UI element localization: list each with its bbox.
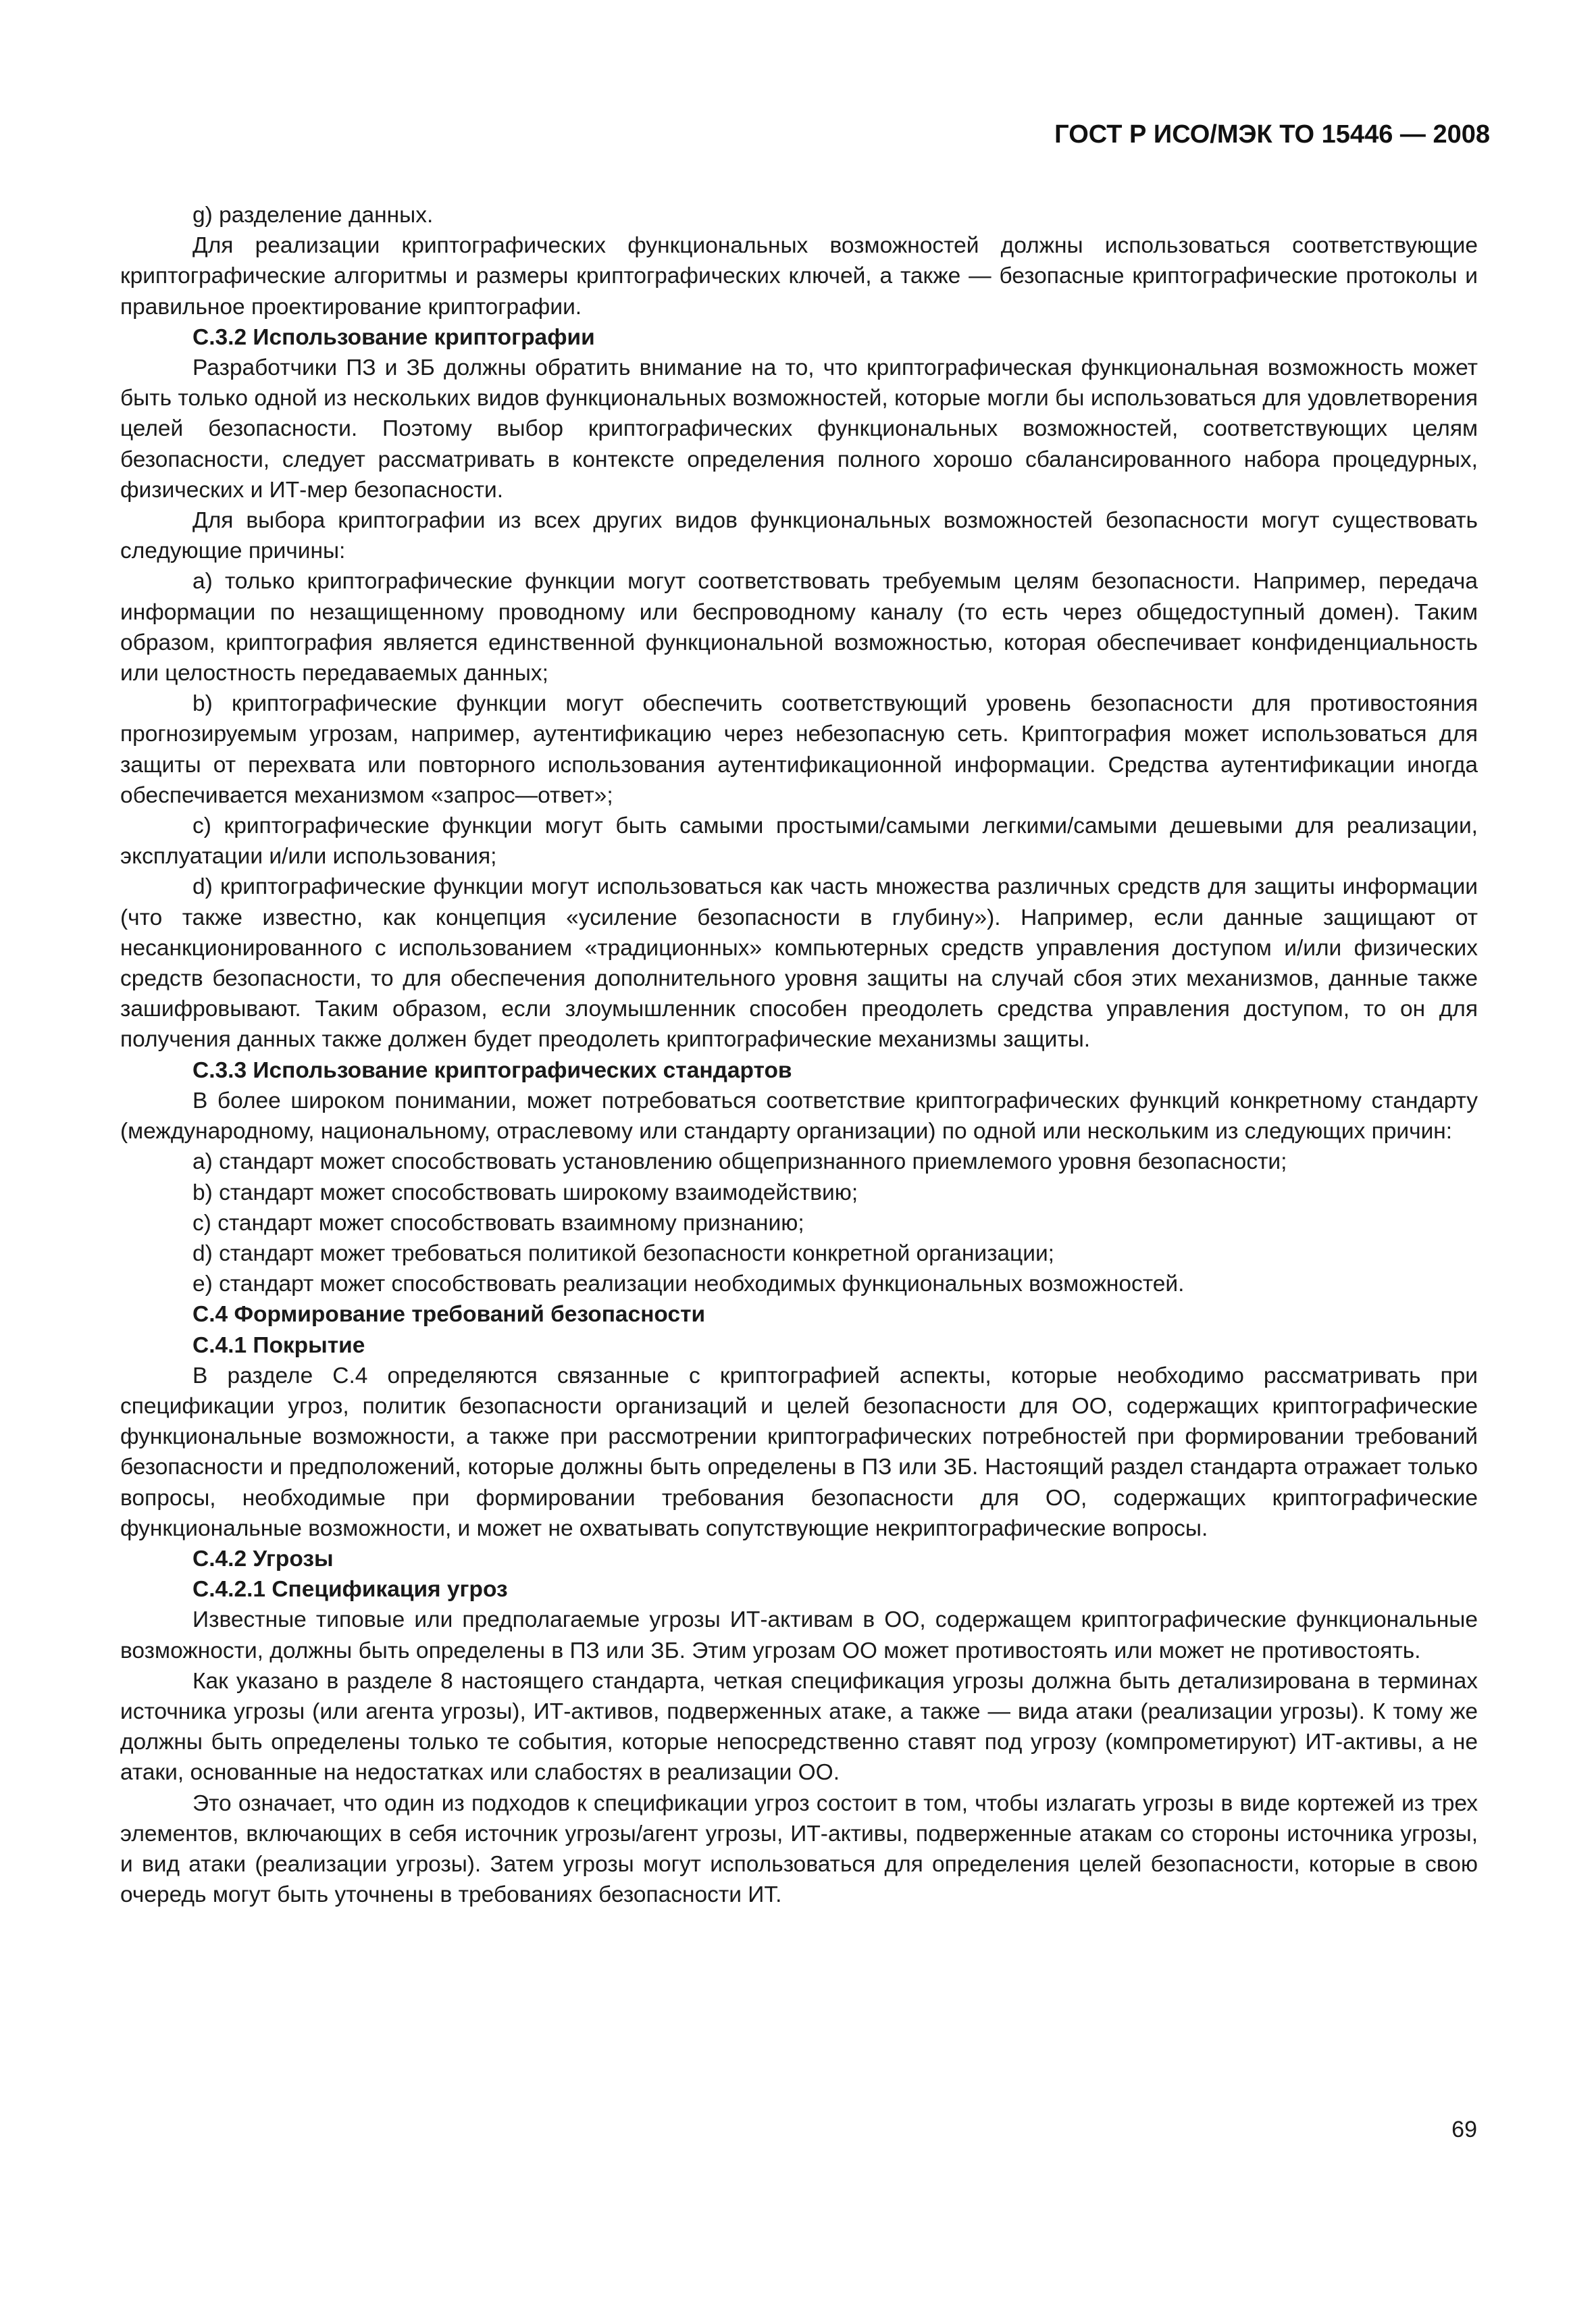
standards-list-item-e: e) стандарт может способствовать реализации необходимых функциональных возможностей.	[192, 1272, 1185, 1297]
section-heading-c32: С.3.2 Использование криптографии	[192, 324, 595, 350]
standards-list-item-b: b) стандарт может способствовать широкому взаимодействию;	[192, 1180, 858, 1205]
section-heading-c4: С.4 Формирование требований безопасности	[192, 1302, 706, 1328]
list-item-d: d) криптографические функции могут использоваться как часть множества различных средств для защиты информации (что также известно, как концепция «усиление безопасности в глубину»). Например, если данные защищают от несанкционированного с использованием «традиционных» компьютерных средств управления доступом и/или физических средств безопасности, то для обеспечения дополнительного уровня защиты на случай сбоя этих механизмов, данные также зашифровывают. Таким образом, если злоумышленник способен преодолеть средства управления доступом, то он для получения данных также должен будет преодолеть криптографические механизмы защиты.	[120, 874, 1478, 1053]
list-item-g: g) разделение данных.	[192, 203, 434, 228]
paragraph-developers-note: Разработчики ПЗ и ЗБ должны обратить внимание на то, что криптографическая функциональная возможность может быть только одной из нескольких видов функциональных возможностей, которые могли бы использоваться для удовлетворения целей безопасности. Поэтому выбор криптографических функциональных возможностей, соответствующих целям безопасности, следует рассматривать в контексте определения полного хорошо сбалансированного набора процедурных, физических и ИТ-мер безопасности.	[120, 355, 1478, 503]
section-heading-c421: С.4.2.1 Спецификация угроз	[192, 1577, 508, 1603]
standards-list-item-d: d) стандарт может требоваться политикой безопасности конкретной организации;	[192, 1240, 1054, 1266]
paragraph-coverage: В разделе С.4 определяются связанные с криптографией аспекты, которые необходимо рассматривать при спецификации угроз, политик безопасности организаций и целей безопасности для ОО, содержащих криптографические функциональные возможности, а также при рассмотрении криптографических потребностей при формировании требований безопасности и предположений, которые должны быть определены в ПЗ или ЗБ. Настоящий раздел стандарта отражает только вопросы, необходимые при формировании требования безопасности для ОО, содержащих криптографические функциональные возможности, и может не охватывать сопутствующие некриптографические вопросы.	[120, 1363, 1478, 1541]
paragraph-reasons-intro: Для выбора криптографии из всех других видов функциональных возможностей безопасности могут существовать следующие причины:	[120, 508, 1478, 564]
standards-list-item-c: c) стандарт может способствовать взаимному признанию;	[192, 1210, 804, 1236]
paragraph-threat-specification: Как указано в разделе 8 настоящего стандарта, четкая спецификация угрозы должна быть детализирована в терминах источника угрозы (или агента угрозы), ИТ-активов, подверженных атаке, а также — вида атаки (реализации угрозы). К тому же должны быть определены только те события, которые непосредственно ставят под угрозу (компрометируют) ИТ-активы, а не атаки, основанные на недостатках или слабостях в реализации ОО.	[120, 1668, 1478, 1786]
page-number: 69	[1451, 2117, 1477, 2142]
standards-list-item-a: a) стандарт может способствовать установлению общепризнанного приемлемого уровня безопасности;	[192, 1149, 1287, 1175]
paragraph-threat-tuples: Это означает, что один из подходов к спецификации угроз состоит в том, чтобы излагать угрозы в виде кортежей из трех элементов, включающих в себя источник угрозы/агент угрозы, ИТ-активы, подверженные атакам со стороны источника угрозы, и вид атаки (реализации угрозы). Затем угрозы могут использоваться для определения целей безопасности, которые в свою очередь могут быть уточнены в требованиях безопасности ИТ.	[120, 1790, 1478, 1908]
paragraph-crypto-requirements: Для реализации криптографических функциональных возможностей должны использоваться соответствующие криптографические алгоритмы и размеры криптографических ключей, а также — безопасные криптографические протоколы и правильное проектирование криптографии.	[120, 233, 1478, 320]
list-item-c: c) криптографические функции могут быть самыми простыми/самыми легкими/самыми дешевыми для реализации, эксплуатации и/или использования;	[120, 813, 1478, 870]
document-code-header: ГОСТ Р ИСО/МЭК ТО 15446 — 2008	[1054, 120, 1490, 149]
paragraph-threats-known: Известные типовые или предполагаемые угрозы ИТ-активам в ОО, содержащем криптографические функциональные возможности, должны быть определены в ПЗ или ЗБ. Этим угрозам ОО может противостоять или может не противостоять.	[120, 1607, 1478, 1663]
document-body	[120, 200, 1478, 1910]
section-heading-c42: С.4.2 Угрозы	[192, 1546, 334, 1571]
paragraph-standards-intro: В более широком понимании, может потребоваться соответствие криптографических функций конкретному стандарту (международному, национальному, отраслевому или стандарту организации) по одной или нескольким из следующих причин:	[120, 1088, 1478, 1145]
section-heading-c41: С.4.1 Покрытие	[192, 1332, 365, 1358]
section-heading-c33: С.3.3 Использование криптографических стандартов	[192, 1057, 792, 1083]
list-item-a: а) только криптографические функции могут соответствовать требуемым целям безопасности. Например, передача информации по незащищенному проводному или беспроводному каналу (то есть через общедоступный домен). Таким образом, криптография является единственной функциональной возможностью, которая обеспечивает конфиденциальность или целостность передаваемых данных;	[120, 569, 1478, 686]
list-item-b: b) криптографические функции могут обеспечить соответствующий уровень безопасности для противостояния прогнозируемым угрозам, например, аутентификацию через небезопасную сеть. Криптография может использоваться для защиты от перехвата или повторного использования аутентификационной информации. Средства аутентификации иногда обеспечивается механизмом «запрос—ответ»;	[120, 691, 1478, 808]
